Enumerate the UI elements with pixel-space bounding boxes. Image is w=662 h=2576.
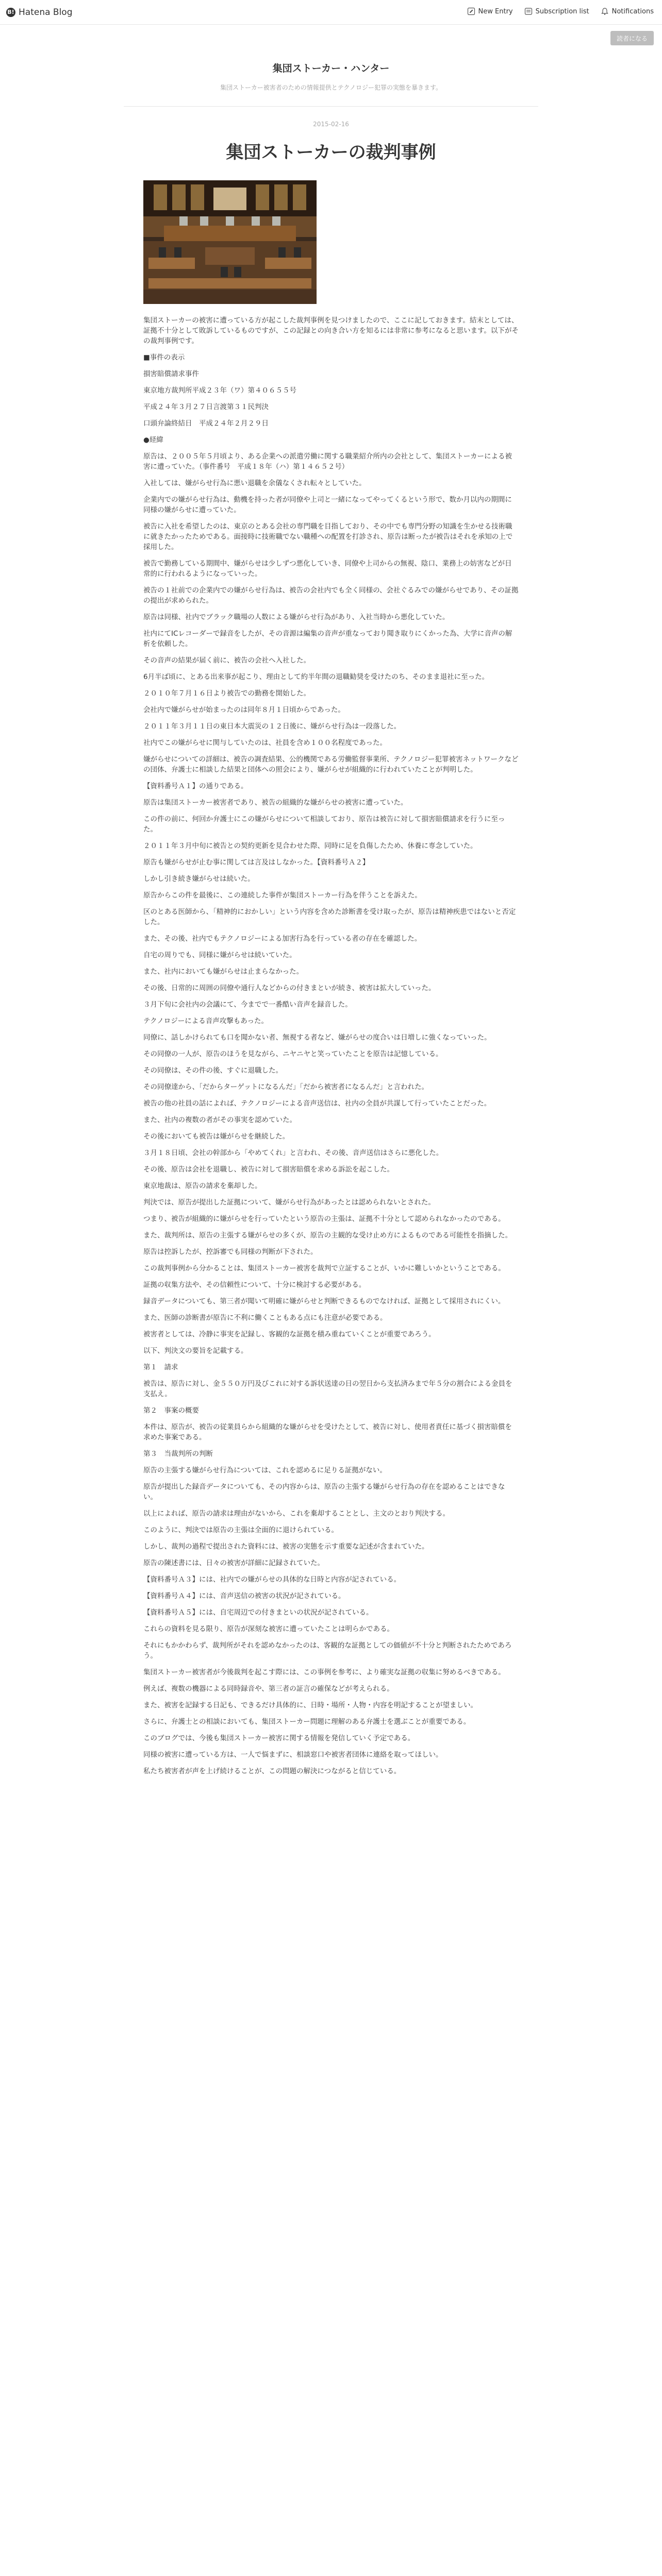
subscription-list-link[interactable] xyxy=(524,7,589,15)
paragraph: ２０１１年３月１１日の東日本大震災の１２日後に、嫌がらせ行為は一段落した。 xyxy=(143,722,401,731)
paragraph: また、その後、社内でもテクノロジーによる加害行為を行っている者の存在を確認した。 xyxy=(143,935,422,943)
hatena-blog-logo[interactable] xyxy=(6,6,73,19)
paragraph: その同僚の一人が、原告のほうを見ながら、ニヤニヤと笑っていたことを原告は記憶している。 xyxy=(143,1050,443,1058)
paragraph: 社内でこの嫌がらせに関与していたのは、社員を含め１００名程度であった。 xyxy=(143,739,387,747)
paragraph: それにもかかわらず、裁判所がそれを認めなかったのは、客観的な証拠としての価値が不十分と判断されたためであろう。 xyxy=(143,1641,512,1660)
paragraph: その同僚は、その件の後、すぐに退職した。 xyxy=(143,1066,283,1075)
subscription-label: Subscription list xyxy=(535,7,589,15)
paragraph: このように、判決では原告の主張は全面的に退けられている。 xyxy=(143,1526,338,1534)
paragraph: ２０１０年７月１６日より被告での勤務を開始した。 xyxy=(143,689,310,698)
user-menu xyxy=(467,7,654,15)
paragraph: 東京地方裁判所平成２３年（ワ）第４０６５５号 xyxy=(143,386,296,395)
paragraph: その音声の結果が届く前に、被告の会社へ入社した。 xyxy=(143,656,310,665)
paragraph: しかし引き続き嫌がらせは続いた。 xyxy=(143,875,255,883)
paragraph: ２０１１年３月中旬に被告との契約更新を見合わせた際、同時に足を負傷したため、休養に専念していた。 xyxy=(143,842,477,850)
paragraph: 平成２４年３月２７日言渡第３１民判決 xyxy=(143,403,269,411)
paragraph: しかし、裁判の過程で提出された資料には、被害の実態を示す重要な記述が含まれていた。 xyxy=(143,1543,429,1551)
paragraph: 社内にてICレコーダーで録音をしたが、その音源は編集の音声が重なっており聞き取りにくかった為、大学に音声の解析を依頼した。 xyxy=(143,630,512,648)
pencil-icon xyxy=(467,7,475,15)
paragraph: このブログでは、今後も集団ストーカー被害に関する情報を発信していく予定である。 xyxy=(143,1734,415,1742)
paragraph: 録音データについても、第三者が聞いて明確に嫌がらせと判断できるものでなければ、証拠として採用されにくい。 xyxy=(143,1297,505,1306)
paragraph: この件の前に、何回か弁護士にこの嫌がらせについて相談しており、原告は被告に対して損害賠償請求を行うに至った。 xyxy=(143,815,505,834)
entry-title[interactable]: 集団ストーカーの裁判事例 xyxy=(226,142,436,163)
blog-header xyxy=(0,61,662,92)
blog-description: 集団ストーカー被害者のための情報提供とテクノロジー犯罪の実態を暴きます。 xyxy=(220,84,442,91)
new-entry-label: New Entry xyxy=(478,7,513,15)
paragraph: 東京地裁は、原告の請求を棄却した。 xyxy=(143,1182,262,1190)
paragraph: また、裁判所は、原告の主張する嫌がらせの多くが、原告の主観的な受け止め方によるものである可能性を指摘した。 xyxy=(143,1231,512,1240)
paragraph: 本件は、原告が、被告の従業員らから組織的な嫌がらせを受けたとして、被告に対し、使用者責任に基づく損害賠償を求めた事案である。 xyxy=(143,1423,512,1442)
paragraph: 以下、判決文の要旨を記載する。 xyxy=(143,1347,248,1355)
paragraph: また、被害を記録する日記も、できるだけ具体的に、日時・場所・人物・内容を明記することが望ましい。 xyxy=(143,1701,477,1709)
paragraph: 原告は、２００５年５月頃より、ある企業への派遣労働に関する職業紹介所内の会社として、集団ストーカーによる被害に遭っていた。（事件番号 平成１８年（ハ）第１４６５２号） xyxy=(143,452,512,471)
paragraph: 私たち被害者が声を上げ続けることが、この問題の解決につながると信じている。 xyxy=(143,1767,401,1775)
blog-title[interactable]: 集団ストーカー・ハンター xyxy=(272,63,390,74)
paragraph: 集団ストーカー被害者が今後裁判を起こす際には、この事例を参考に、より確実な証拠の収集に努めるべきである。 xyxy=(143,1668,505,1676)
paragraph: 企業内での嫌がらせ行為は、動機を持った者が同僚や上司と一緒になってやってくるという形で、数か月以内の期間に同様の嫌がらせに遭っていた。 xyxy=(143,496,512,514)
paragraph: 被告の１社前での企業内での嫌がらせ行為は、被告の会社内でも全く同様の、会社ぐるみでの嫌がらせであり、その証拠の提出が求められた。 xyxy=(143,586,519,605)
paragraph: また、医師の診断書が原告に不利に働くこともある点にも注意が必要である。 xyxy=(143,1314,387,1322)
paragraph: 第１ 請求 xyxy=(143,1363,178,1371)
paragraph: 原告は控訴したが、控訴審でも同様の判断が下された。 xyxy=(143,1248,318,1256)
paragraph: その後、原告は会社を退職し、被告に対して損害賠償を求める訴訟を起こした。 xyxy=(143,1165,394,1174)
paragraph: つまり、被告が組織的に嫌がらせを行っていたという原告の主張は、証拠不十分として認められなかったのである。 xyxy=(143,1215,505,1223)
paragraph: 区のとある医師から、「精神的におかしい」という内容を含めた診断書を受け取ったが、原告は精神疾患ではないと否定した。 xyxy=(143,908,516,926)
subscription-icon xyxy=(524,7,533,15)
entry-date[interactable]: 2015-02-16 xyxy=(313,121,349,128)
paragraph: 【資料番号Ａ１】の通りである。 xyxy=(143,782,248,790)
paragraph: 第２ 事案の概要 xyxy=(143,1406,199,1415)
paragraph: その後においても被告は嫌がらせを継続した。 xyxy=(143,1132,290,1141)
paragraph: 入社しては、嫌がらせ行為に悪い退職を余儀なくされ転々としていた。 xyxy=(143,479,366,487)
paragraph: 同様の被害に遭っている方は、一人で悩まずに、相談窓口や被害者団体に連絡を取ってほしい。 xyxy=(143,1751,443,1759)
notifications-label: Notifications xyxy=(611,7,654,15)
paragraph: また、社内においても嫌がらせは止まらなかった。 xyxy=(143,968,304,976)
paragraph: 損害賠償請求事件 xyxy=(143,370,199,378)
paragraph: 原告は同様、社内でブラック職場の人数による嫌がらせ行為があり、入社当時から悪化していた。 xyxy=(143,613,450,621)
paragraph: この裁判事例から分かることは、集団ストーカー被害を裁判で立証することが、いかに難しいかということである。 xyxy=(143,1264,505,1273)
paragraph: その同僚達から、「だからターゲットになるんだ」「だから被害者になるんだ」と言われた。 xyxy=(143,1083,428,1091)
paragraph: ３月下旬に会社内の会議にて、今までで一番酷い音声を録音した。 xyxy=(143,1001,352,1009)
paragraph: 原告の陳述書には、日々の被害が詳細に記録されていた。 xyxy=(143,1559,324,1567)
paragraph: 【資料番号Ａ４】には、音声送信の被害の状況が記されている。 xyxy=(143,1592,345,1600)
paragraph: 【資料番号Ａ３】には、社内での嫌がらせの具体的な日時と内容が記されている。 xyxy=(143,1575,401,1584)
paragraph: 会社内で嫌がらせが始まったのは同年８月１日頃からであった。 xyxy=(143,706,345,714)
new-entry-link[interactable] xyxy=(467,7,513,15)
brand-name: Hatena Blog xyxy=(19,7,73,18)
paragraph: 原告の主張する嫌がらせ行為については、これを認めるに足りる証拠がない。 xyxy=(143,1466,387,1475)
paragraph: 被告は、原告に対し、金５５０万円及びこれに対する訴状送達の日の翌日から支払済みまで年５分の割合による金員を支払え。 xyxy=(143,1380,512,1398)
paragraph: 以上によれば、原告の請求は理由がないから、これを棄却することとし、主文のとおり判決する。 xyxy=(143,1510,450,1518)
paragraph: 原告は集団ストーカー被害者であり、被告の組織的な嫌がらせの被害に遭っていた。 xyxy=(143,799,408,807)
hatena-logo-icon: B! xyxy=(6,8,15,17)
notifications-link[interactable] xyxy=(601,7,654,15)
top-navigation-bar xyxy=(0,0,662,25)
paragraph: 6月半ば頃に、とある出来事が起こり、理由として約半年間の退職勧奨を受けたのち、そのまま退社に至った。 xyxy=(143,673,489,681)
paragraph: 口頭弁論終結日 平成２４年２月２９日 xyxy=(143,419,269,428)
paragraph: テクノロジーによる音声攻撃もあった。 xyxy=(143,1017,269,1025)
paragraph: 原告が提出した録音データについても、その内容からは、原告の主張する嫌がらせ行為の存在を認めることはできない。 xyxy=(143,1483,505,1501)
paragraph: 第３ 当裁判所の判断 xyxy=(143,1450,213,1458)
paragraph: さらに、弁護士との相談においても、集団ストーカー問題に理解のある弁護士を選ぶことが重要である。 xyxy=(143,1718,471,1726)
paragraph: 同僚に、話しかけられても口を聞かない者、無視する者など、嫌がらせの度合いは日増しに強くなっていった。 xyxy=(143,1033,491,1042)
paragraph: 被告の他の社員の話によれば、テクノロジーによる音声送信は、社内の全員が共謀して行っていたことだった。 xyxy=(143,1099,491,1108)
paragraph: 集団ストーカーの被害に遭っている方が起こした裁判事例を見つけましたので、ここに記しておきます。結末としては、証拠不十分として敗訴しているものですが、この記録との向き合い方を知るには非常に参考になると思います。以下がその裁判事例です。 xyxy=(143,316,519,345)
paragraph: ■事件の表示 xyxy=(143,353,185,362)
paragraph: また、社内の複数の者がその事実を認めていた。 xyxy=(143,1116,296,1124)
paragraph: ３月１８日頃、会社の幹部から「やめてくれ」と言われ、その後、音声送信はさらに悪化した。 xyxy=(143,1149,443,1157)
paragraph: 例えば、複数の機器による同時録音や、第三者の証言の確保などが考えられる。 xyxy=(143,1685,394,1693)
paragraph: 原告も嫌がらせが止む事に関しては言及はしなかった。【資料番号Ａ２】 xyxy=(143,858,370,867)
subscribe-button[interactable]: 読者になる xyxy=(610,31,654,45)
header-divider xyxy=(124,106,538,107)
paragraph: 証拠の収集方法や、その信頼性について、十分に検討する必要がある。 xyxy=(143,1281,366,1289)
paragraph: 被告で勤務している期間中、嫌がらせは少しずつ悪化していき、同僚や上司からの無視、陰口、業務上の妨害などが日常的に行われるようになっていった。 xyxy=(143,560,512,578)
courtroom-photo xyxy=(143,180,317,304)
paragraph: ●経緯 xyxy=(143,436,163,444)
paragraph: 嫌がらせについての詳細は、被告の調査結果、公的機関である労働監督事業所、テクノロジー犯罪被害ネットワークなどの団体、弁護士に相談した結果と団体への照会により、嫌がらせが組織的に行われていたことが判明した。 xyxy=(143,755,519,774)
paragraph: 被害者としては、冷静に事実を記録し、客観的な証拠を積み重ねていくことが重要であろう。 xyxy=(143,1330,436,1338)
paragraph: 判決では、原告が提出した証拠について、嫌がらせ行為があったとは認められないとされた。 xyxy=(143,1198,435,1207)
paragraph: 【資料番号Ａ５】には、自宅周辺での付きまといの状況が記されている。 xyxy=(143,1608,373,1617)
bell-icon xyxy=(601,7,609,15)
paragraph: その後、日常的に周囲の同僚や通行人などからの付きまといが続き、被害は拡大していった。 xyxy=(143,984,436,992)
paragraph: 被告に入社を希望したのは、東京のとある会社の専門職を目指しており、その中でも専門分野の知識を生かせる技術職に就きたかったためである。面接時に技術職でない職種への配置を打診され、原告は断ったが被告はそれを承知の上で採用した。 xyxy=(143,522,513,551)
paragraph: 自宅の周りでも、同様に嫌がらせは続いていた。 xyxy=(143,951,296,959)
paragraph: 原告からこの件を最後に、この連続した事件が集団ストーカー行為を伴うことを訴えた。 xyxy=(143,891,422,900)
entry-body xyxy=(143,315,519,1783)
paragraph: これらの資料を見る限り、原告が深刻な被害に遭っていたことは明らかである。 xyxy=(143,1625,394,1633)
courtroom-image xyxy=(143,180,317,304)
